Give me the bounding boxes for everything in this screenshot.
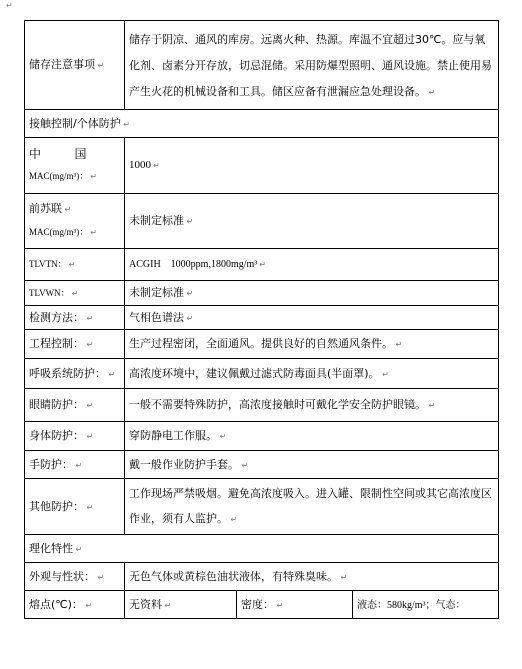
engineering-control-value: 生产过程密闭，全面通风。提供良好的自然通风条件。 ↵	[125, 330, 499, 359]
paragraph-mark: ↵	[6, 1, 13, 10]
table-row	[25, 389, 499, 422]
engineering-control-label: 工程控制： ↵	[25, 330, 125, 359]
melting-point-value: 无资料 ↵	[125, 591, 237, 619]
section-physchem: 理化特性 ↵	[25, 535, 499, 563]
section-exposure-control: 接触控制/个体防护 ↵	[25, 110, 499, 138]
table-row	[25, 422, 499, 451]
china-mac-label: 中 国 MAC(mg/m³)： ↵	[25, 138, 125, 194]
tlvtn-label: TLVTN： ↵	[25, 249, 125, 281]
melting-point-label: 熔点(℃)： ↵	[25, 591, 125, 619]
hand-protection-value: 戴一般作业防护手套。 ↵	[125, 451, 499, 479]
ussr-mac-label: 前苏联 ↵ MAC(mg/m³)： ↵	[25, 194, 125, 249]
table-row	[25, 138, 499, 194]
body-protection-value: 穿防静电工作服。 ↵	[125, 422, 499, 451]
other-protection-value: 工作现场严禁吸烟。避免高浓度吸入。进入罐、限制性空间或其它高浓度区作业，须有人监护。 ↵	[125, 479, 499, 535]
ussr-mac-value: 未制定标准 ↵	[125, 194, 499, 249]
tlvwn-value: 未制定标准 ↵	[125, 281, 499, 306]
detection-method-label: 检测方法： ↵	[25, 306, 125, 330]
table-row	[25, 535, 499, 563]
hand-protection-label: 手防护： ↵	[25, 451, 125, 479]
appearance-value: 无色气体或黄棕色油状液体，有特殊臭味。 ↵	[125, 563, 499, 591]
density-label: 密度： ↵	[237, 591, 353, 619]
table-row	[25, 110, 499, 138]
storage-label: 储存注意事项 ↵	[25, 21, 125, 110]
storage-text: 储存于阴凉、通风的库房。远离火种、热源。库温不宜超过30℃。应与氧化剂、卤素分开存放，切忌混储。采用防爆型照明、通风设施。禁止使用易产生火花的机械设备和工具。储区应备有泄漏应急处理设备。 ↵	[125, 21, 499, 110]
other-protection-label: 其他防护： ↵	[25, 479, 125, 535]
respiratory-protection-value: 高浓度环境中，建议佩戴过滤式防毒面具(半面罩)。 ↵	[125, 359, 499, 389]
appearance-label: 外观与性状： ↵	[25, 563, 125, 591]
table-row	[25, 591, 499, 619]
table-row	[25, 249, 499, 281]
density-value: 液态：580kg/m³；气态：	[353, 591, 499, 619]
eye-protection-value: 一般不需要特殊防护，高浓度接触时可戴化学安全防护眼镜。 ↵	[125, 389, 499, 422]
table-row	[25, 281, 499, 306]
eye-protection-label: 眼睛防护： ↵	[25, 389, 125, 422]
table-row	[25, 21, 499, 110]
respiratory-protection-label: 呼吸系统防护： ↵	[25, 359, 125, 389]
tlvwn-label: TLVWN： ↵	[25, 281, 125, 306]
detection-method-value: 气相色谱法 ↵	[125, 306, 499, 330]
msds-table	[24, 20, 499, 619]
table-row	[25, 479, 499, 535]
table-row	[25, 330, 499, 359]
body-protection-label: 身体防护： ↵	[25, 422, 125, 451]
table-row	[25, 194, 499, 249]
tlvtn-value: ACGIH 1000ppm,1800mg/m³ ↵	[125, 249, 499, 281]
table-row	[25, 359, 499, 389]
china-mac-value: 1000 ↵	[125, 138, 499, 194]
table-row	[25, 306, 499, 330]
table-row	[25, 451, 499, 479]
table-row	[25, 563, 499, 591]
